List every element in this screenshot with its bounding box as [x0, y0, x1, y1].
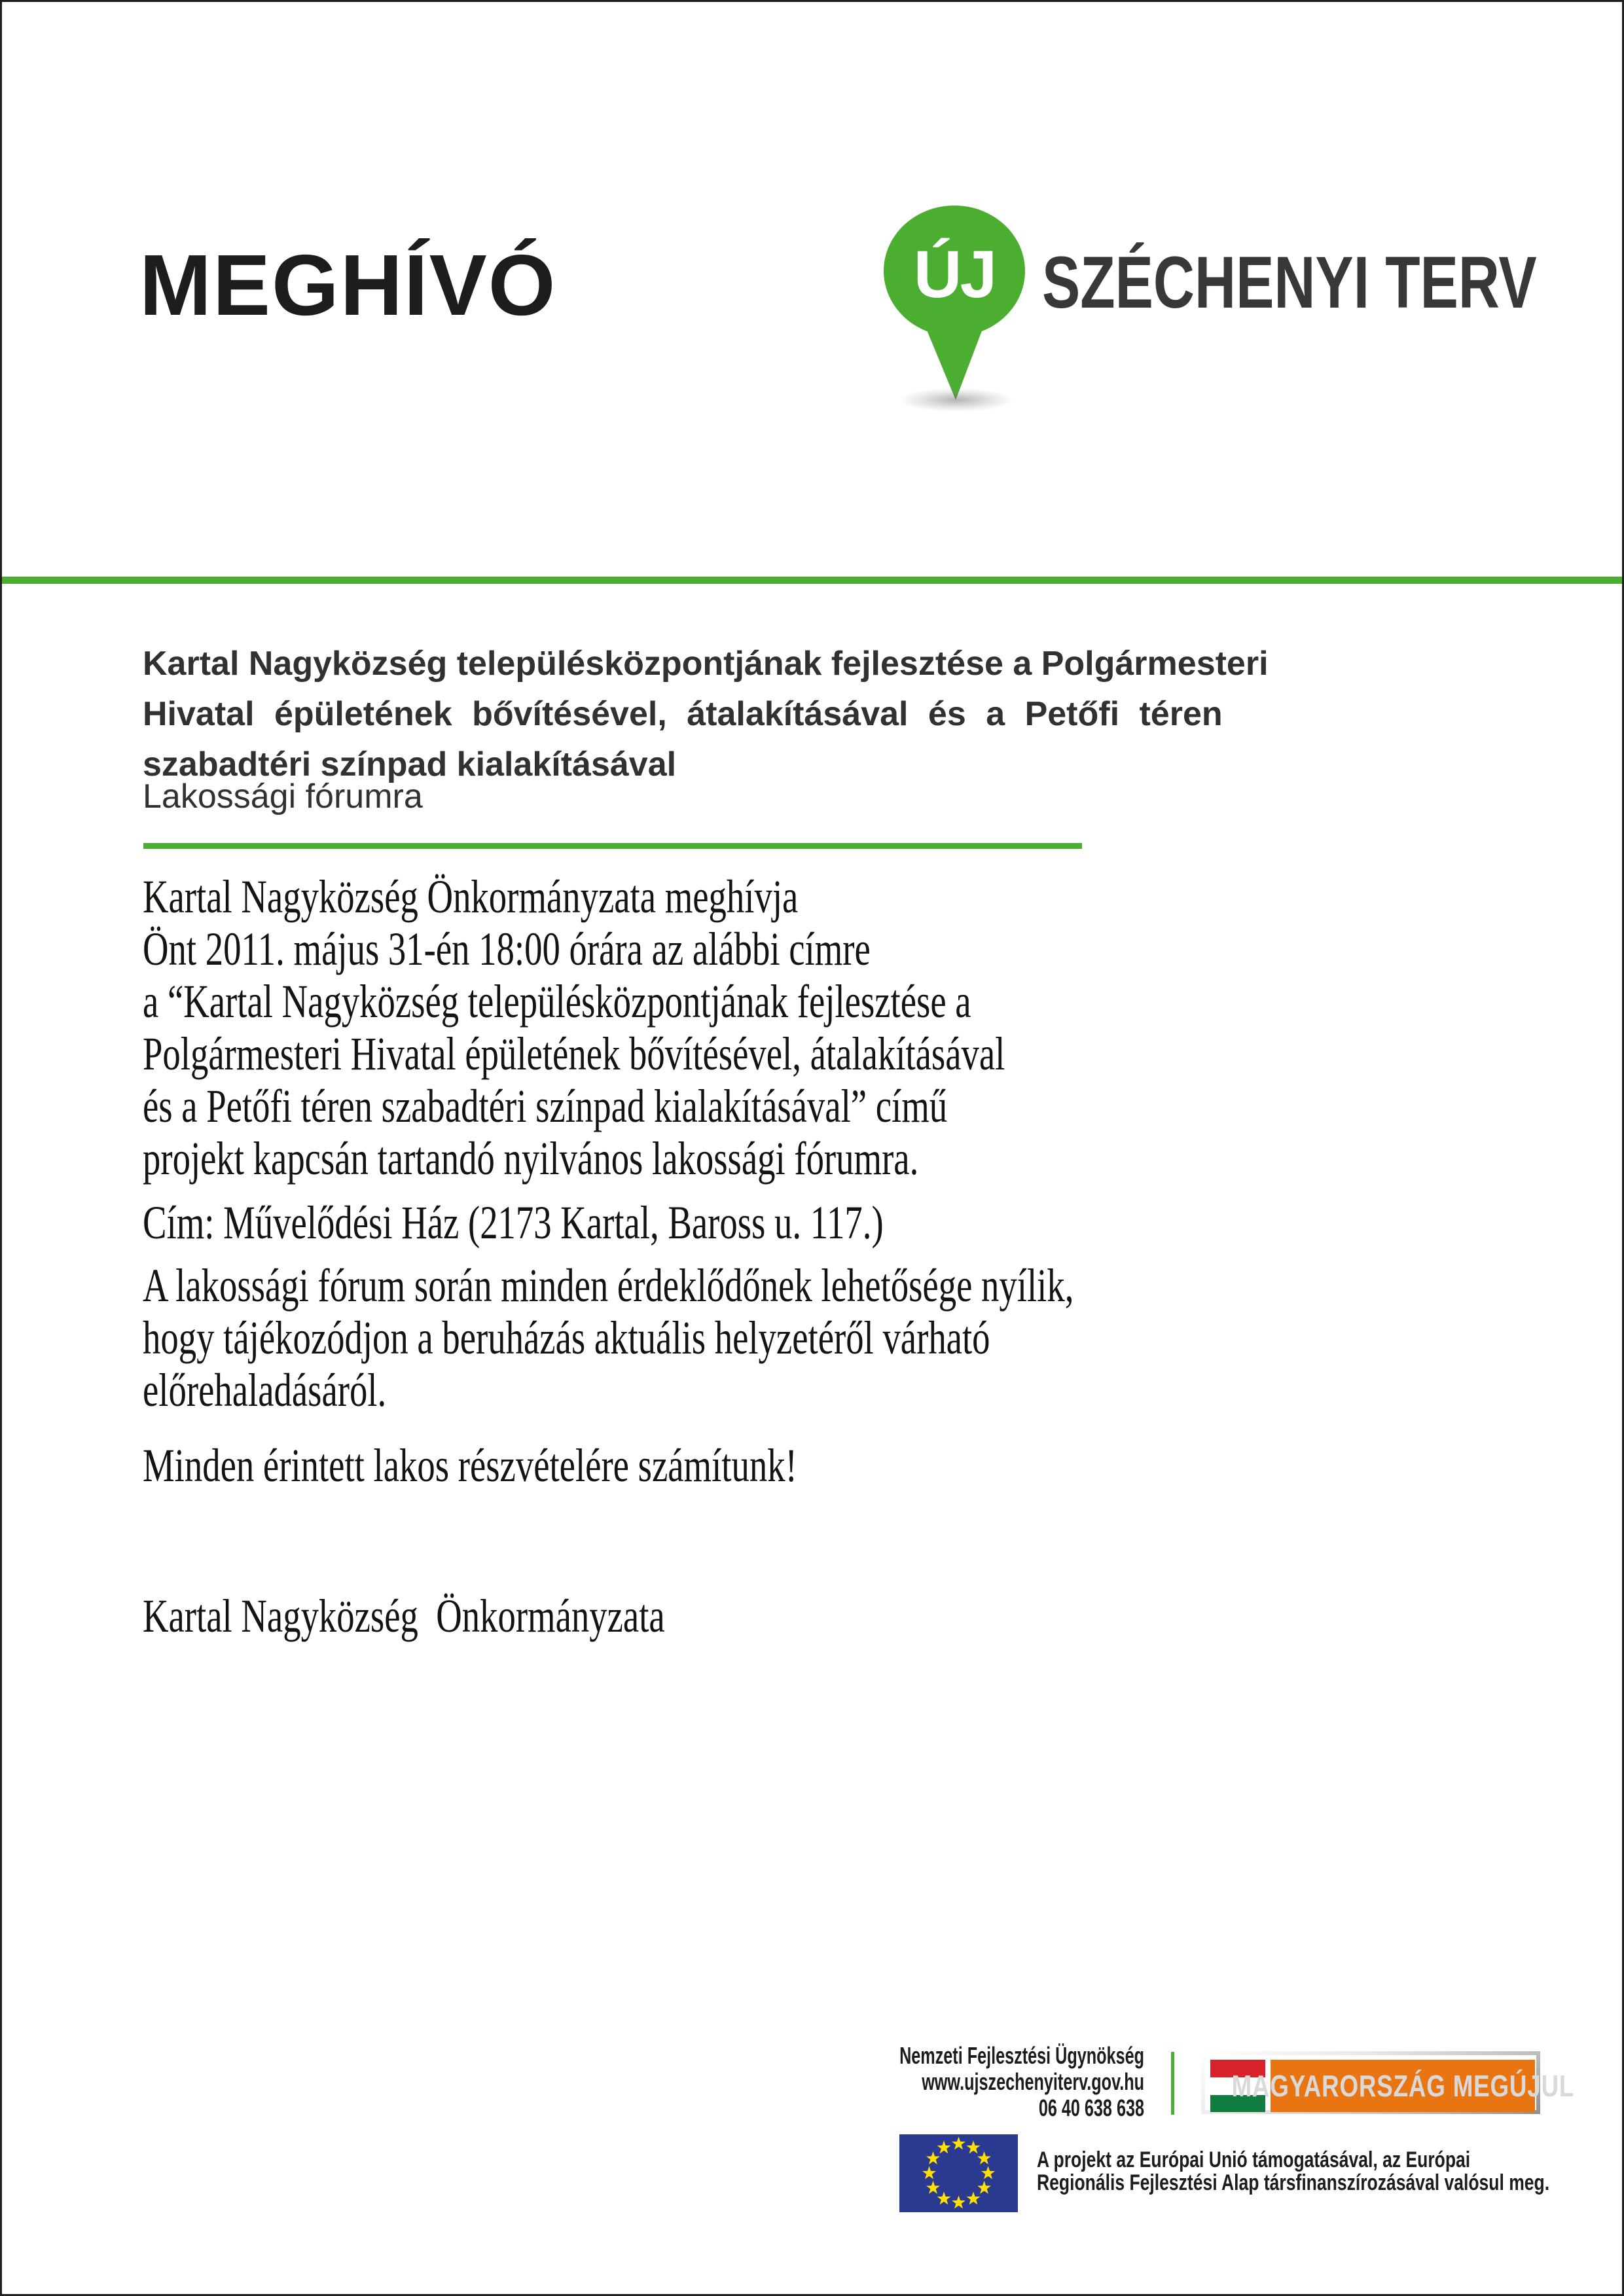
heading-line: szabadtéri színpad kialakításával — [143, 745, 677, 783]
agency-name: Nemzeti Fejlesztési Ügynökség — [899, 2042, 1144, 2069]
footer-separator-line — [1171, 2052, 1174, 2115]
body-line: előrehaladásáról. — [143, 1364, 387, 1416]
body-line: Kartal Nagyközség Önkormányzata meghívja — [143, 870, 799, 923]
pin-label: ÚJ — [913, 237, 996, 312]
body-line: a “Kartal Nagyközség településközpontjának fejlesztése a — [143, 975, 971, 1028]
badge-label: MAGYARORSZÁG MEGÚJUL — [1231, 2069, 1574, 2103]
uj-szechenyi-pin-icon — [883, 205, 1026, 408]
heading-underline — [143, 843, 1082, 849]
badge-plate — [1205, 2055, 1574, 2110]
divider-bar — [2, 577, 1622, 584]
venue-address: Cím: Művelődési Ház (2173 Kartal, Baross u. 117.) — [143, 1196, 884, 1249]
badge-orange-panel — [1231, 2060, 1574, 2112]
body-line: A lakossági fórum során minden érdeklődőnek lehetősége nyílik, — [143, 1259, 1074, 1312]
agency-contact-block — [869, 2043, 1144, 2121]
heading-line: Hivatal épületének bővítésével, átalakításával és a Petőfi téren — [143, 695, 1223, 733]
heading-subtitle: Lakossági fórumra — [143, 778, 423, 816]
info-paragraph — [143, 1259, 1074, 1416]
invitation-paragraph — [143, 870, 1005, 1185]
body-line: Polgármesteri Hivatal épületének bővítésével, átalakításával — [143, 1028, 1005, 1080]
eu-funding-statement — [1037, 2149, 1549, 2195]
project-heading — [143, 639, 1269, 790]
closing-line: Minden érintett lakos részvételére számítunk! — [143, 1439, 797, 1492]
heading-line: Kartal Nagyközség településközpontjának fejlesztése a Polgármesteri — [143, 645, 1269, 683]
agency-website: www.ujszechenyiterv.gov.hu — [922, 2068, 1144, 2095]
body-line: hogy tájékozódjon a beruházás aktuális helyzetéről várható — [143, 1312, 990, 1364]
signature: Kartal Nagyközség Önkormányzata — [143, 1590, 665, 1642]
pin-shadow — [900, 388, 1013, 412]
body-line: és a Petőfi téren szabadtéri színpad kialakításával” című — [143, 1080, 948, 1132]
body-line: Önt 2011. május 31-én 18:00 órára az alábbi címre — [143, 923, 871, 975]
eu-statement-line: A projekt az Európai Unió támogatásával, az Európai — [1037, 2147, 1471, 2172]
brand-name: SZÉCHENYI TERV — [1042, 242, 1537, 323]
body-line: projekt kapcsán tartandó nyilvános lakossági fórumra. — [143, 1132, 919, 1185]
eu-flag-icon — [899, 2134, 1018, 2212]
eu-statement-line: Regionális Fejlesztési Alap társfinanszírozásával valósul meg. — [1037, 2170, 1550, 2195]
magyarorszag-megujul-badge — [1201, 2051, 1574, 2114]
agency-phone: 06 40 638 638 — [1038, 2094, 1144, 2121]
page-title: MEGHÍVÓ — [139, 237, 557, 333]
